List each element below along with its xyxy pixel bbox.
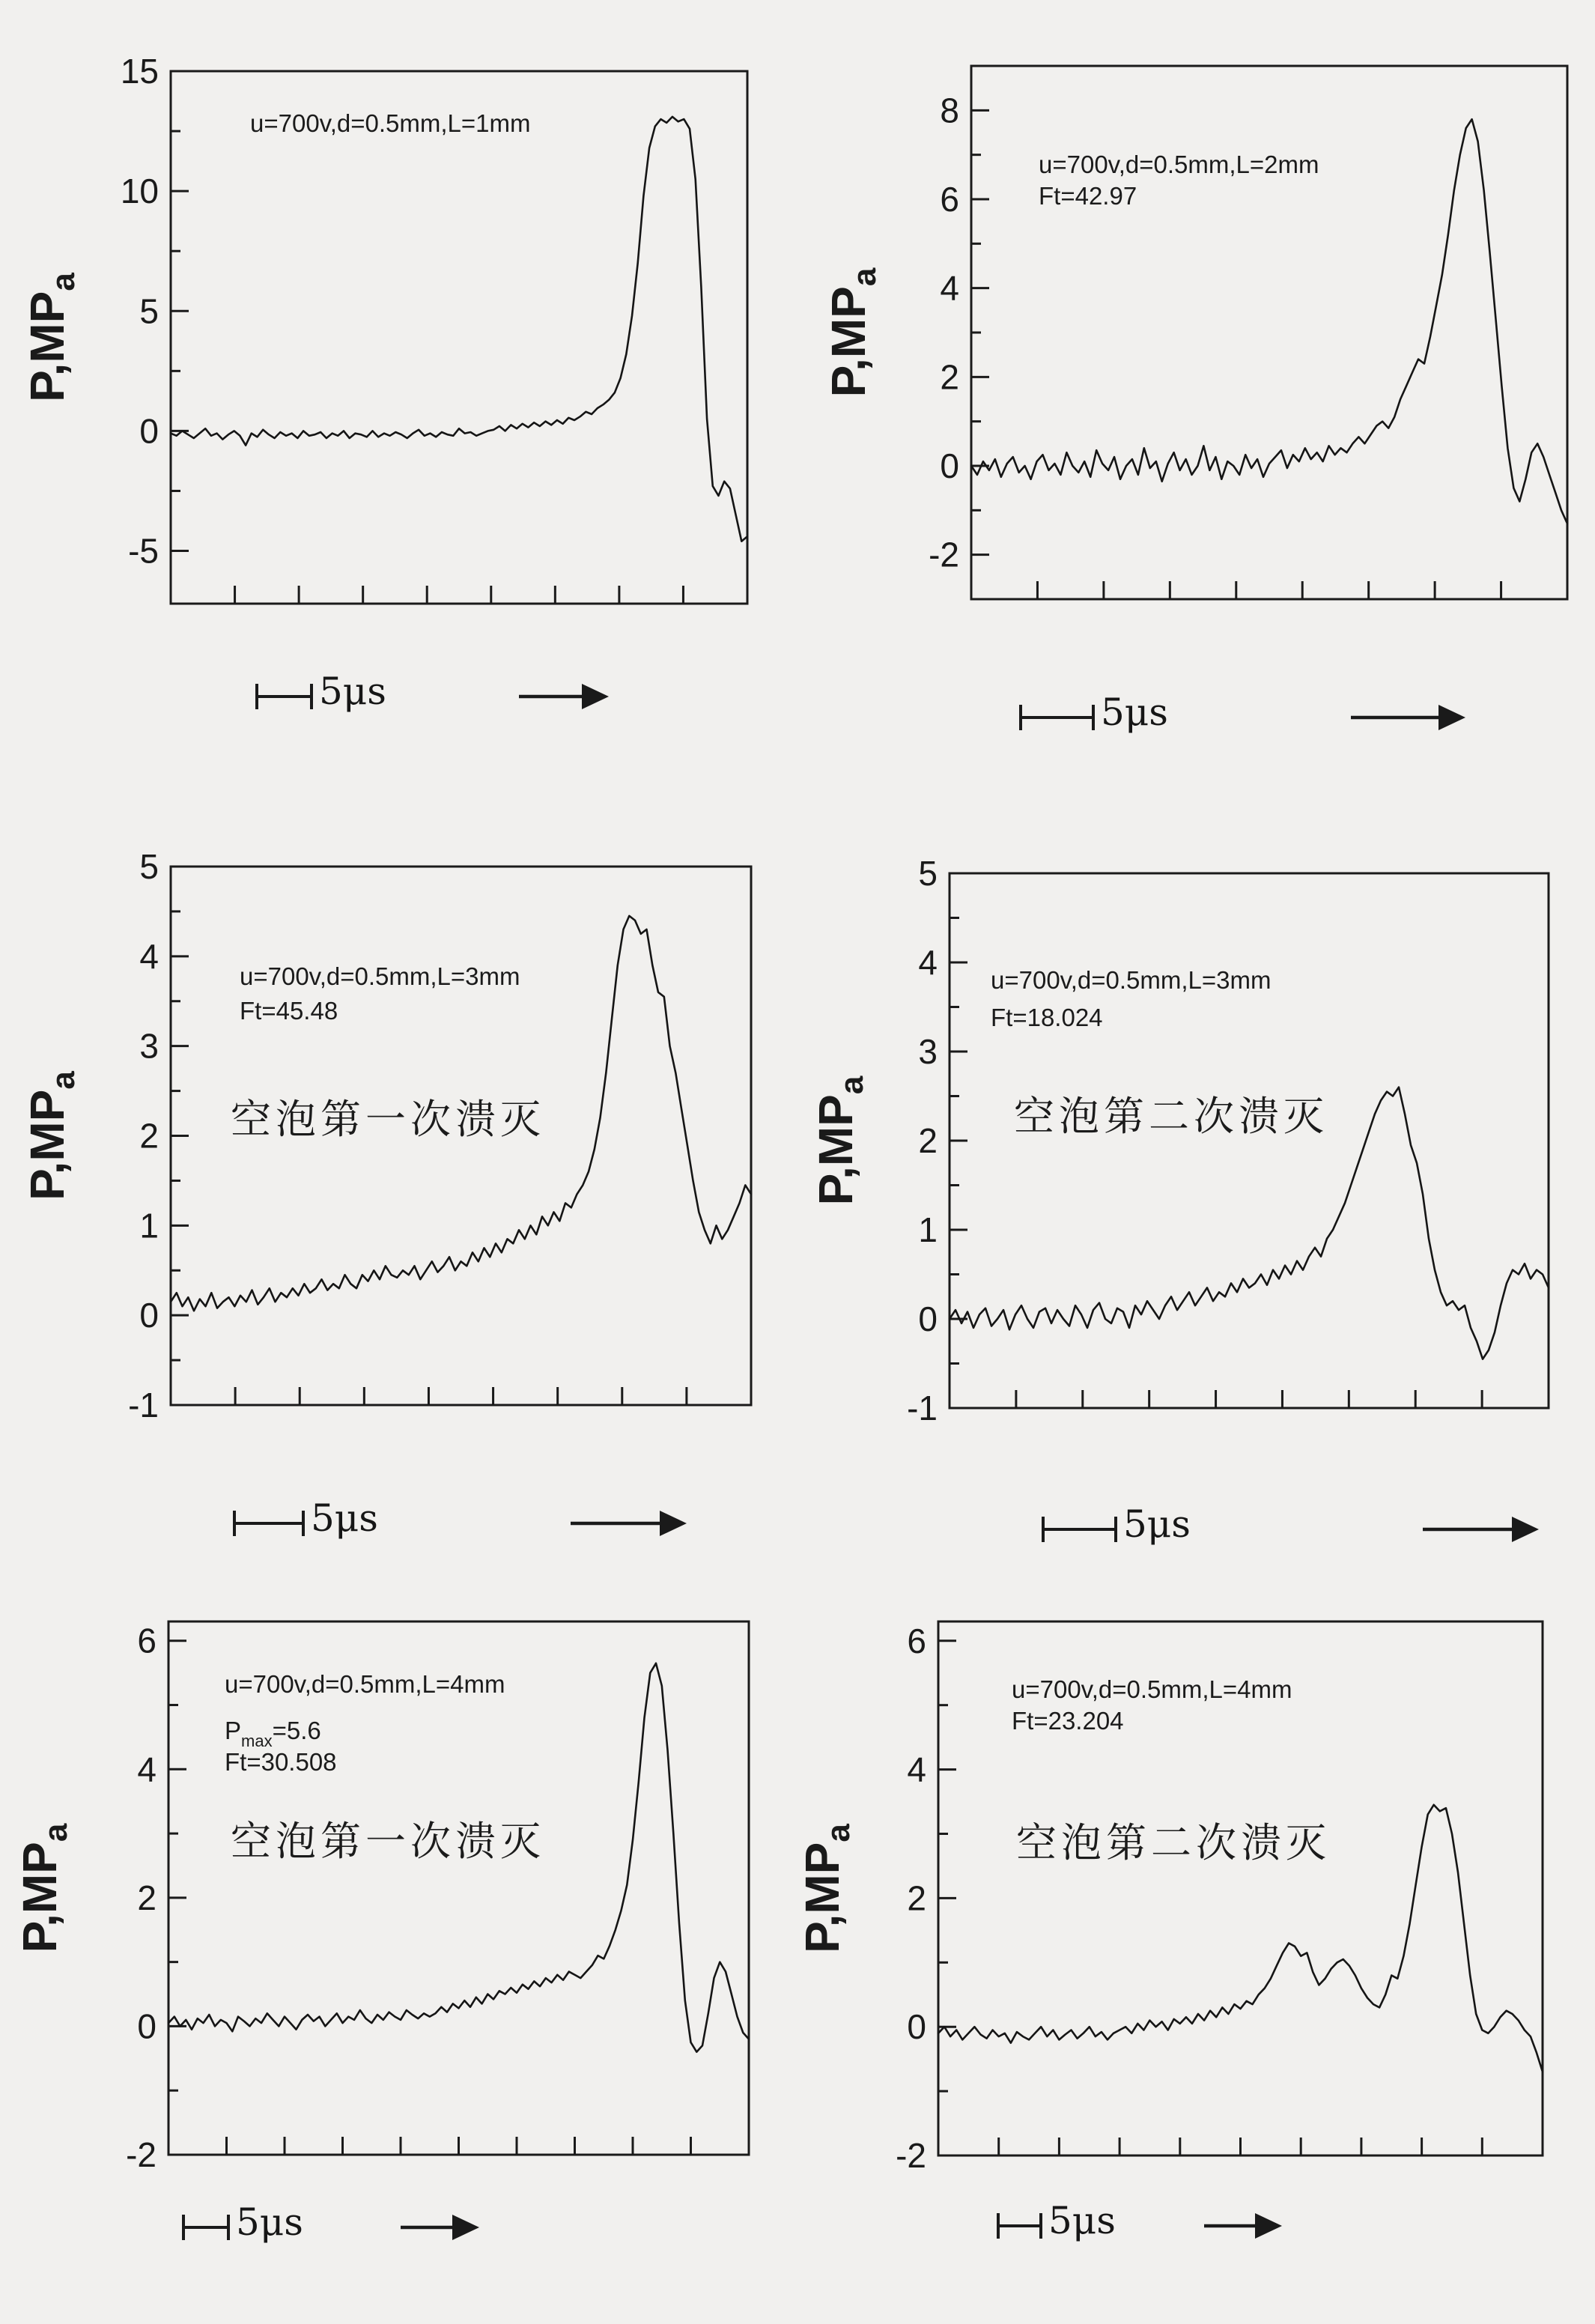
chart-2-canvas	[821, 30, 1580, 622]
timescale-row1-right	[1018, 691, 1468, 740]
annotation-text: Ft=30.508	[225, 1748, 337, 1776]
timescale-row2-left	[232, 1496, 689, 1546]
y-tick-label: 0	[139, 1296, 159, 1335]
y-tick-label: 3	[918, 1032, 938, 1071]
timescale-bar-icon	[181, 2205, 481, 2250]
chart-3-cjk-note: 空泡第一次溃灭	[231, 1096, 545, 1143]
y-tick-label: 2	[940, 357, 959, 397]
timescale-bar-icon	[1018, 695, 1468, 740]
y-axis-title: $P,MP_a$	[13, 1823, 74, 1953]
chart-block-2	[821, 30, 1580, 622]
timescale-bar-icon	[232, 1501, 689, 1546]
timescale-label: 5μs	[1101, 691, 1168, 734]
chart-4-cjk-note: 空泡第二次溃灭	[1014, 1093, 1328, 1140]
right-arrow-icon	[582, 684, 609, 709]
y-tick-label: 2	[907, 1878, 926, 1918]
pressure-waveform	[171, 117, 747, 541]
chart-block-4	[809, 831, 1580, 1430]
axis-ticks	[171, 71, 683, 604]
right-arrow-icon	[452, 2215, 479, 2240]
annotation-text: Ft=42.97	[1039, 182, 1137, 210]
chart-block-3	[20, 831, 756, 1430]
annotation-text: u=700v,d=0.5mm,L=4mm	[225, 1670, 505, 1698]
timescale-row3-right	[996, 2199, 1284, 2248]
annotation-text: u=700v,d=0.5mm,L=3mm	[991, 966, 1272, 994]
right-arrow-icon	[1255, 2213, 1282, 2239]
timescale-label: 5μs	[311, 1496, 378, 1540]
timescale-row3-left	[181, 2200, 481, 2250]
y-tick-label: -5	[128, 531, 159, 571]
timescale-bar-icon	[255, 674, 614, 719]
y-tick-label: 8	[940, 91, 959, 130]
y-axis-title: $P,MP_a$	[809, 1075, 870, 1206]
chart-1-canvas	[20, 30, 756, 622]
y-tick-label: 5	[139, 847, 159, 886]
y-tick-label: 0	[918, 1299, 938, 1338]
interval-bar	[998, 2213, 1041, 2239]
y-tick-label: 1	[139, 1206, 159, 1246]
timescale-row1-left	[255, 670, 614, 719]
y-tick-label: 1	[918, 1210, 938, 1249]
interval-bar	[1043, 1517, 1116, 1542]
y-axis-title: $P,MP_a$	[795, 1824, 857, 1953]
y-tick-label: 0	[137, 2006, 157, 2046]
y-tick-label: 4	[918, 943, 938, 982]
y-axis-title: $P,MP_a$	[821, 267, 883, 398]
timescale-label: 5μs	[1123, 1502, 1191, 1546]
annotation-text: u=700v,d=0.5mm,L=2mm	[1039, 151, 1319, 178]
y-tick-label: 2	[918, 1121, 938, 1160]
y-tick-label: 2	[137, 1878, 157, 1917]
y-tick-label: 6	[137, 1621, 157, 1660]
annotation-text: Ft=45.48	[240, 997, 338, 1025]
plot-box	[171, 71, 747, 604]
y-tick-label: -1	[128, 1386, 159, 1425]
annotation-text: u=700v,d=0.5mm,L=3mm	[240, 962, 520, 990]
y-tick-label: 4	[139, 936, 159, 976]
interval-bar	[183, 2215, 228, 2240]
annotation-text: Ft=23.204	[1012, 1707, 1124, 1735]
timescale-label: 5μs	[236, 2200, 303, 2244]
y-tick-label: 4	[137, 1750, 157, 1789]
right-arrow-icon	[660, 1511, 687, 1536]
y-tick-label: -2	[896, 2136, 926, 2175]
interval-bar	[1021, 705, 1093, 730]
axis-ticks	[168, 1641, 691, 2155]
chart-5-canvas	[13, 1580, 756, 2179]
y-axis-title: $P,MP_a$	[20, 1071, 82, 1201]
timescale-bar-icon	[996, 2203, 1284, 2248]
chart-6-cjk-note: 空泡第二次溃灭	[1016, 1819, 1331, 1866]
y-tick-label: 4	[907, 1750, 926, 1789]
chart-5-cjk-note: 空泡第一次溃灭	[231, 1818, 545, 1865]
right-arrow-icon	[1512, 1517, 1539, 1542]
y-tick-label: -1	[907, 1389, 938, 1428]
chart-6-canvas	[795, 1580, 1580, 2179]
timescale-bar-icon	[1041, 1507, 1543, 1552]
y-tick-label: 0	[940, 446, 959, 485]
y-tick-label: 6	[907, 1621, 926, 1660]
timescale-label: 5μs	[319, 670, 386, 713]
annotation-text: $P_{max}=5.6$	[225, 1717, 321, 1750]
y-tick-label: 5	[918, 854, 938, 893]
y-tick-label: 6	[940, 180, 959, 219]
interval-bar	[234, 1511, 303, 1536]
right-arrow-icon	[1438, 705, 1465, 730]
chart-block-5	[13, 1580, 756, 2179]
y-tick-label: 5	[139, 291, 159, 331]
y-tick-label: -2	[929, 535, 959, 574]
timescale-label: 5μs	[1048, 2199, 1116, 2242]
annotation-text: Ft=18.024	[991, 1004, 1103, 1031]
annotation-text: u=700v,d=0.5mm,L=4mm	[1012, 1675, 1292, 1703]
y-tick-label: -2	[126, 2135, 157, 2174]
y-tick-label: 4	[940, 268, 959, 308]
chart-block-6	[795, 1580, 1580, 2179]
y-tick-label: 0	[139, 411, 159, 451]
timescale-row2-right	[1041, 1502, 1543, 1552]
pressure-waveform	[971, 119, 1567, 524]
y-tick-label: 15	[120, 52, 159, 91]
interval-bar	[257, 684, 312, 709]
y-tick-label: 10	[120, 172, 159, 211]
chart-block-1	[20, 30, 756, 622]
plot-box	[168, 1621, 749, 2155]
y-tick-label: 3	[139, 1026, 159, 1066]
y-tick-label: 2	[139, 1116, 159, 1156]
annotation-text: u=700v,d=0.5mm,L=1mm	[250, 109, 531, 137]
y-tick-label: 0	[907, 2007, 926, 2047]
y-axis-title: $P,MP_a$	[20, 273, 82, 402]
